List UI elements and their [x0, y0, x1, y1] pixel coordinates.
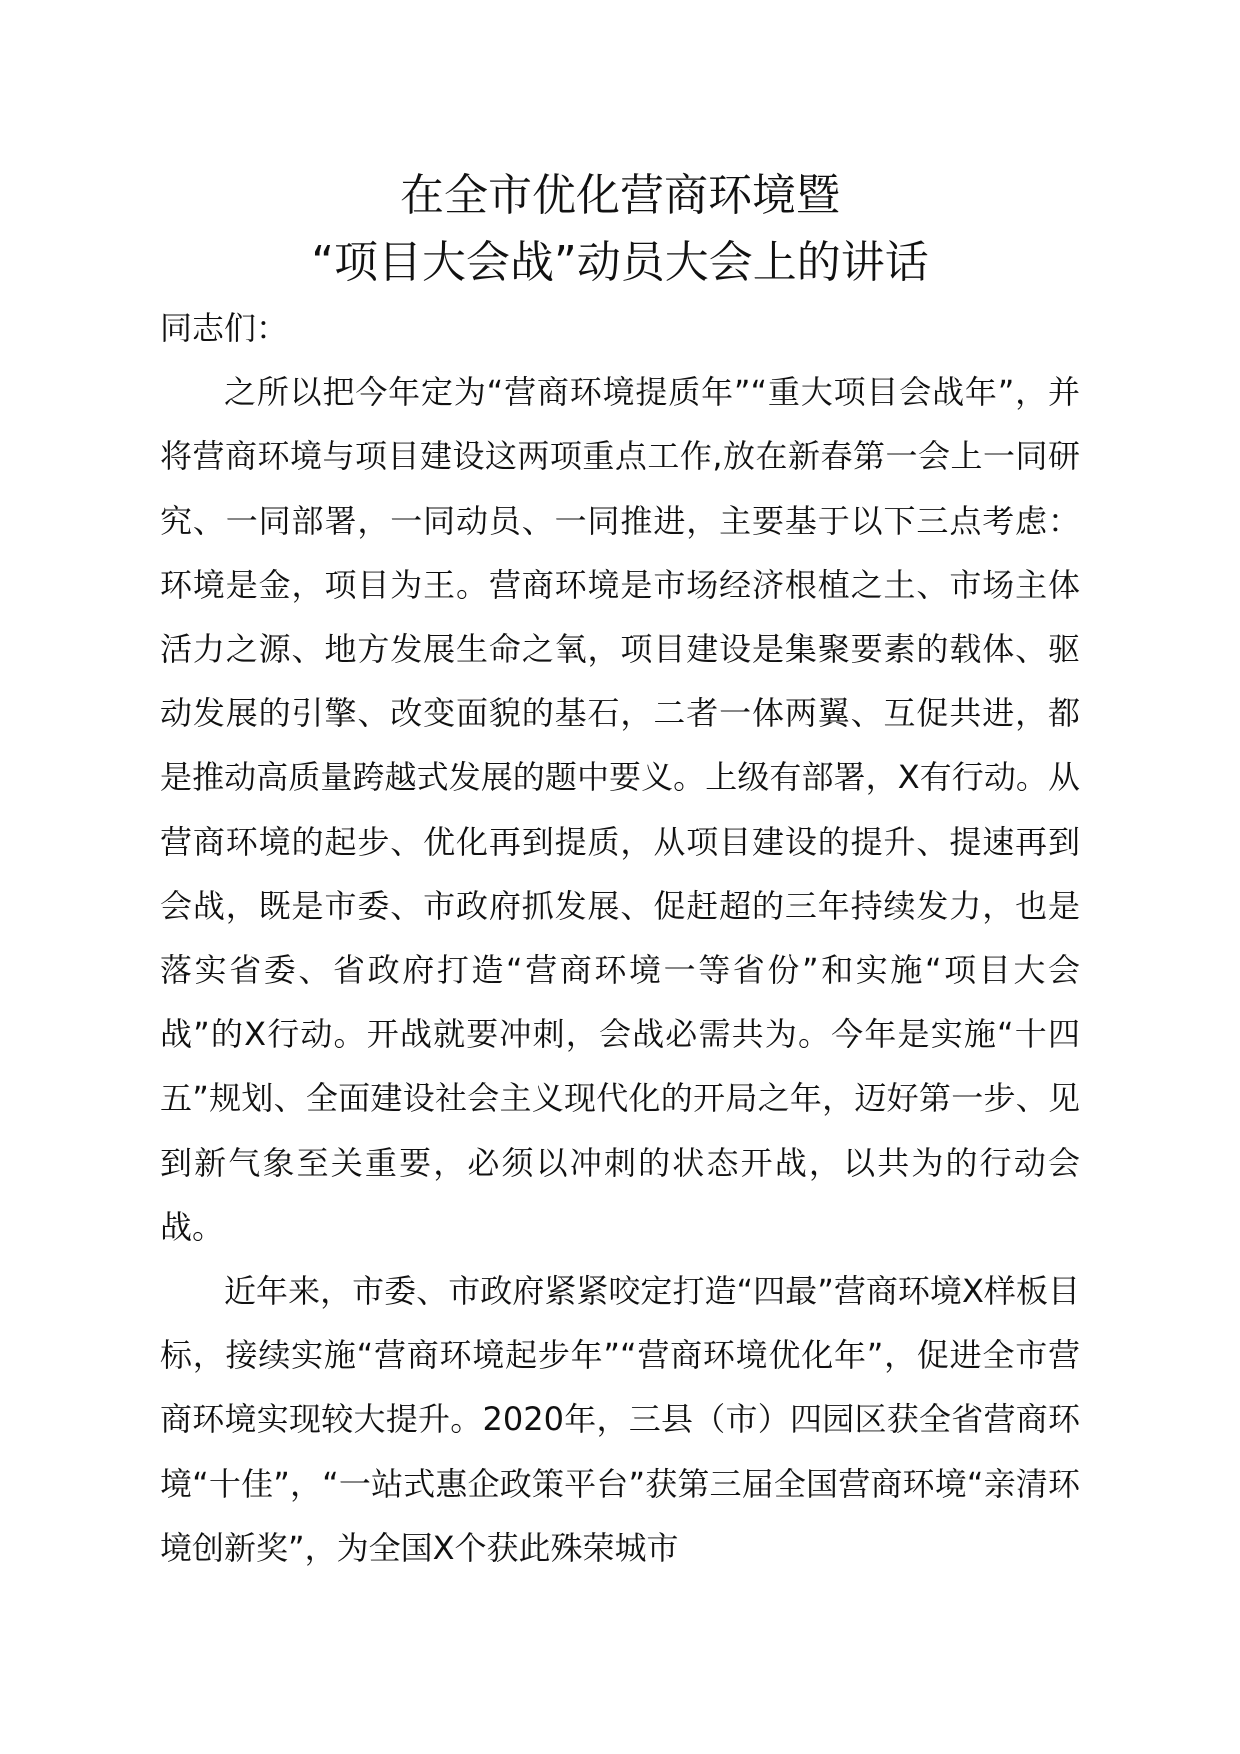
document-body: [160, 296, 1080, 1580]
paragraph-1: 之所以把今年定为“营商环境提质年”“重大项目会战年”，并将营商环境与项目建设这两项重点工作,放在新春第一会上一同研究、一同部署，一同动员、一同推进，主要基于以下三点考虑：环境是金，项目为王。营商环境是市场经济根植之土、市场主体活力之源、地方发展生命之氧，项目建设是集聚要素的载体、驱动发展的引擎、改变面貌的基石，二者一体两翼、互促共进，都是推动高质量跨越式发展的题中要义。上级有部署，X有行动。从营商环境的起步、优化再到提质，从项目建设的提升、提速再到会战，既是市委、市政府抓发展、促赶超的三年持续发力，也是落实省委、省政府打造“营商环境一等省份”和实施“项目大会战”的X行动。开战就要冲刺，会战必需共为。今年是实施“十四五”规划、全面建设社会主义现代化的开局之年，迈好第一步、见到新气象至关重要，必须以冲刺的状态开战，以共为的行动会战。: [160, 373, 1080, 1246]
paragraph-2: 近年来，市委、市政府紧紧咬定打造“四最”营商环境X样板目标，接续实施“营商环境起步年”“营商环境优化年”，促进全市营商环境实现较大提升。2020年，三县（市）四园区获全省营商环境“十佳”，“一站式惠企政策平台”获第三届全国营商环境“亲清环境创新奖”，为全国X个获此殊荣城市: [160, 1272, 1080, 1567]
salutation: 同志们：: [160, 309, 289, 347]
document-title-line-1: 在全市优化营商环境暨: [400, 170, 840, 221]
document-title-line-2: “项目大会战”动员大会上的讲话: [311, 237, 929, 288]
